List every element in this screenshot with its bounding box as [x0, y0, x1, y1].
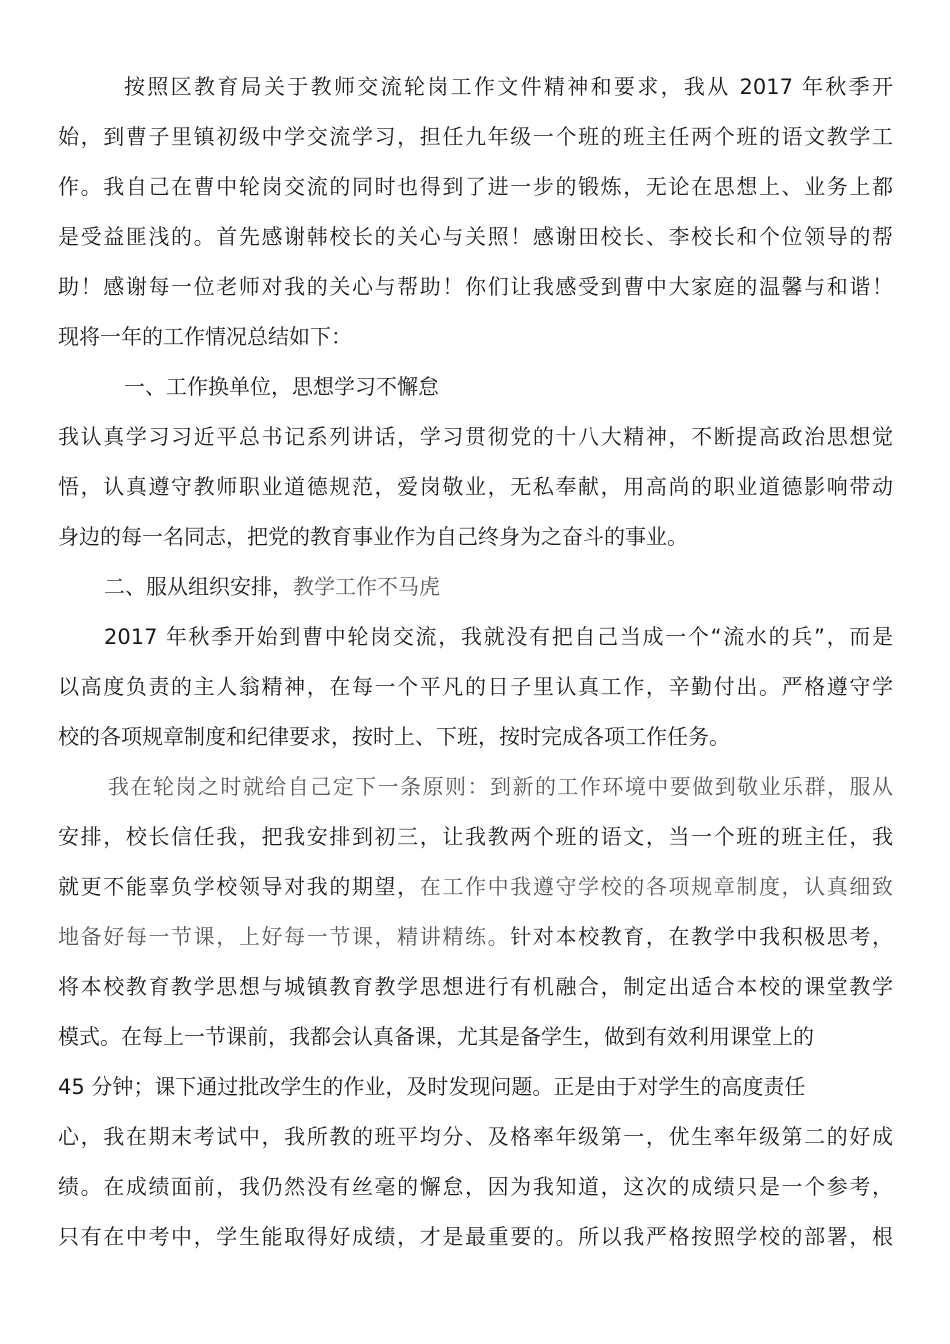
text-run: 地备好每一节课，上好每一节课，精讲精练。	[58, 925, 511, 949]
paragraph-line: 安排，校长信任我，把我安排到初三，让我教两个班的语文，当一个班的班主任，我	[58, 825, 893, 849]
paragraph-line: 我在轮岗之时就给自己定下一条原则：到新的工作环境中要做到敬业乐群，服从	[108, 775, 893, 799]
paragraph-line	[58, 872, 893, 902]
text-run: 就更不能辜负学校领导对我的期望，	[58, 875, 420, 899]
paragraph-line: 助！感谢每一位老师对我的关心与帮助！你们让我感受到曹中大家庭的温馨与和谐！	[58, 275, 893, 299]
paragraph-line: 身边的每一名同志，把党的教育事业作为自己终身为之奋斗的事业。	[58, 525, 688, 549]
paragraph-line: 悟，认真遵守教师职业道德规范，爱岗敬业，无私奉献，用高尚的职业道德影响带动	[58, 475, 893, 499]
paragraph-line: 2017 年秋季开始到曹中轮岗交流，我就没有把自己当成一个“流水的兵”，而是	[104, 625, 893, 649]
section-heading	[104, 572, 939, 602]
paragraph-line: 作。我自己在曹中轮岗交流的同时也得到了进一步的锻炼，无论在思想上、业务上都	[58, 175, 893, 199]
paragraph-line: 将本校教育教学思想与城镇教育教学思想进行有机融合，制定出适合本校的课堂教学	[58, 975, 893, 999]
paragraph-line: 模式。在每上一节课前，我都会认真备课，尤其是备学生，做到有效利用课堂上的	[58, 1025, 814, 1049]
paragraph-line: 45 分钟；课下通过批改学生的作业，及时发现问题。正是由于对学生的高度责任	[58, 1075, 806, 1099]
paragraph-line: 我认真学习习近平总书记系列讲话，学习贯彻党的十八大精神，不断提高政治思想觉	[58, 425, 893, 449]
heading-part: 教学工作不马虎	[293, 575, 440, 599]
paragraph-line: 始，到曹子里镇初级中学交流学习，担任九年级一个班的班主任两个班的语文教学工	[58, 125, 893, 149]
paragraph-line	[58, 922, 893, 952]
text-run: 在工作中我遵守学校的各项规章制度，认真细致	[419, 875, 894, 899]
paragraph-line: 绩。在成绩面前，我仍然没有丝毫的懈怠，因为我知道，这次的成绩只是一个参考，	[58, 1175, 893, 1199]
paragraph-line: 按照区教育局关于教师交流轮岗工作文件精神和要求，我从 2017 年秋季开	[124, 75, 893, 99]
paragraph-line: 是受益匪浅的。首先感谢韩校长的关心与关照！感谢田校长、李校长和个位领导的帮	[58, 225, 893, 249]
section-heading: 一、工作换单位，思想学习不懈怠	[124, 375, 439, 399]
heading-part: 二、服从组织安排，	[104, 575, 293, 599]
paragraph-line: 现将一年的工作情况总结如下：	[58, 325, 352, 349]
paragraph-line: 以高度负责的主人翁精神，在每一个平凡的日子里认真工作，辛勤付出。严格遵守学	[58, 675, 893, 699]
paragraph-line: 校的各项规章制度和纪律要求，按时上、下班，按时完成各项工作任务。	[58, 725, 730, 749]
paragraph-line: 只有在中考中，学生能取得好成绩，才是最重要的。所以我严格按照学校的部署，根	[58, 1225, 893, 1249]
paragraph-line: 心，我在期末考试中，我所教的班平均分、及格率年级第一，优生率年级第二的好成	[58, 1125, 893, 1149]
text-run: 针对本校教育，在教学中我积极思考，	[510, 925, 894, 949]
